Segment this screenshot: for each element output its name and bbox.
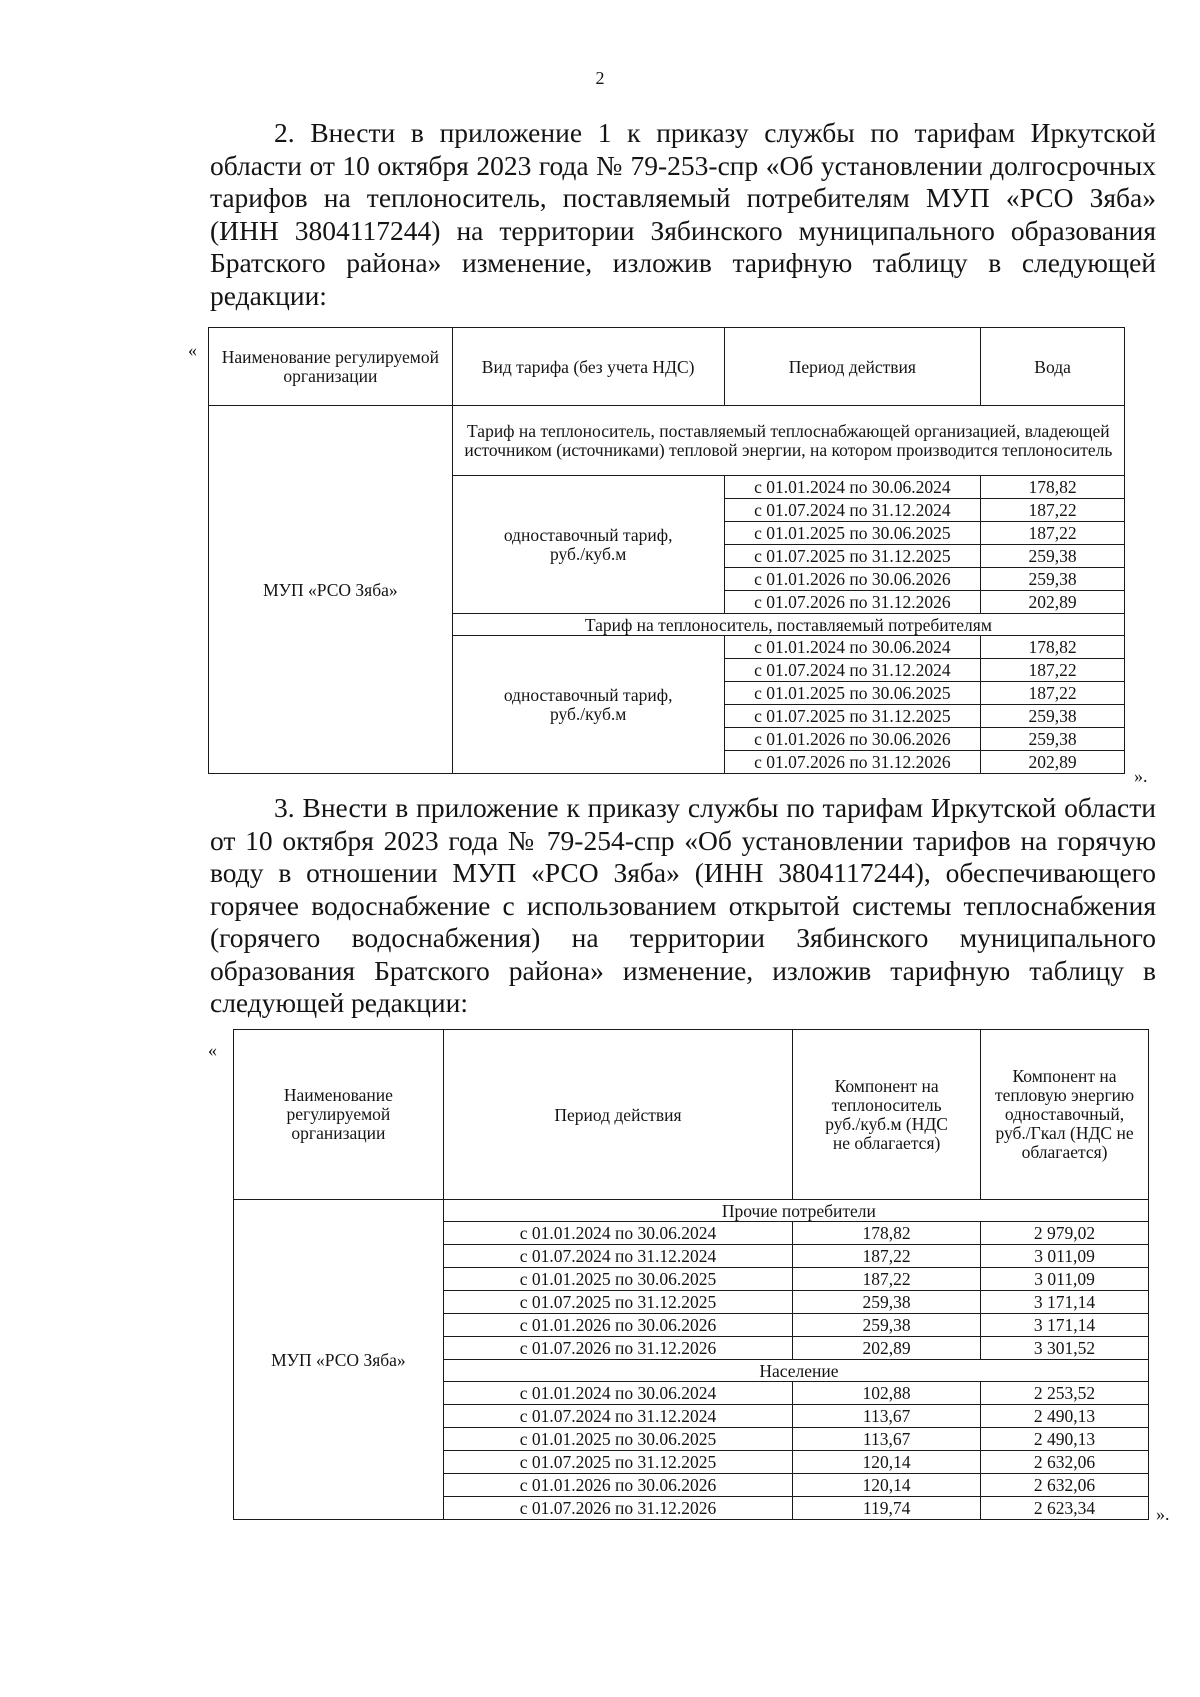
table-heat-carrier-tariffs [208, 327, 1125, 774]
t2-energy: 3 171,14 [981, 1314, 1149, 1337]
t2-period: с 01.01.2026 по 30.06.2026 [443, 1314, 792, 1337]
t2-carrier: 259,38 [793, 1314, 981, 1337]
t1-period: с 01.01.2026 по 30.06.2026 [724, 568, 981, 591]
t2-period: с 01.01.2025 по 30.06.2025 [443, 1428, 792, 1451]
t2-organization: МУП «РСО Зяба» [234, 1200, 444, 1520]
t2-carrier: 187,22 [793, 1245, 981, 1268]
t2-energy: 2 632,06 [981, 1451, 1149, 1474]
table1-open-quote: « [188, 340, 197, 360]
t1-value: 187,22 [981, 522, 1125, 545]
t1-section-2: Тариф на теплоноситель, поставляемый потребителям [452, 614, 1124, 636]
t1-period: с 01.07.2024 по 31.12.2024 [724, 499, 981, 522]
t2-energy: 3 011,09 [981, 1268, 1149, 1291]
t2-energy: 3 301,52 [981, 1337, 1149, 1360]
t1-header-period: Период действия [724, 328, 981, 406]
t2-carrier: 187,22 [793, 1268, 981, 1291]
t1-period: с 01.01.2026 по 30.06.2026 [724, 728, 981, 751]
paragraph-3: 3. Внести в приложение к приказу службы по тарифам Иркутской области от 10 октября 2023 года № 79-254-спр «Об установлении тарифов на горячую воду в отношении МУП «РСО Зяба» (ИНН 3804117244), обеспечивающего горячее водоснабжение с использованием открытой системы теплоснабжения (горячего водоснабжения) на территории Зябинского муниципального образования Братского района» изменение, изложив тарифную таблицу в следующей редакции: [210, 792, 1156, 1018]
t1-value: 259,38 [981, 545, 1125, 568]
t2-energy: 2 253,52 [981, 1382, 1149, 1405]
t2-carrier: 202,89 [793, 1337, 981, 1360]
t2-period: с 01.07.2026 по 31.12.2026 [443, 1497, 792, 1520]
t2-header-org: Наименование регулируемой организации [234, 1030, 444, 1200]
t2-section-1: Прочие потребители [443, 1200, 1148, 1222]
t2-carrier: 259,38 [793, 1291, 981, 1314]
t2-period: с 01.07.2026 по 31.12.2026 [443, 1337, 792, 1360]
t2-period: с 01.01.2026 по 30.06.2026 [443, 1474, 792, 1497]
t1-value: 259,38 [981, 728, 1125, 751]
t1-value: 178,82 [981, 476, 1125, 499]
t2-carrier: 120,14 [793, 1451, 981, 1474]
t2-header-carrier: Компонент на теплоноситель руб./куб.м (НДС не облагается) [793, 1030, 981, 1200]
table2-close-quote: ». [1156, 1504, 1170, 1524]
t1-section-1: Тариф на теплоноситель, поставляемый теплоснабжающей организацией, владеющей источником (источниками) тепловой энергии, на котором производится теплоноситель [452, 406, 1124, 476]
t1-value: 187,22 [981, 499, 1125, 522]
t1-value: 187,22 [981, 659, 1125, 682]
t1-value: 187,22 [981, 682, 1125, 705]
table-hot-water-tariffs [233, 1029, 1149, 1520]
t2-period: с 01.01.2024 по 30.06.2024 [443, 1382, 792, 1405]
t2-carrier: 178,82 [793, 1222, 981, 1245]
t2-carrier: 113,67 [793, 1405, 981, 1428]
t1-period: с 01.01.2024 по 30.06.2024 [724, 636, 981, 659]
t1-header-tariff-type: Вид тарифа (без учета НДС) [452, 328, 724, 406]
t2-carrier: 113,67 [793, 1428, 981, 1451]
t2-period: с 01.07.2024 по 31.12.2024 [443, 1405, 792, 1428]
table2-open-quote: « [208, 1040, 217, 1060]
t1-period: с 01.01.2024 по 30.06.2024 [724, 476, 981, 499]
t2-energy: 2 490,13 [981, 1405, 1149, 1428]
t2-energy: 2 623,34 [981, 1497, 1149, 1520]
t2-energy: 2 490,13 [981, 1428, 1149, 1451]
t2-energy: 3 011,09 [981, 1245, 1149, 1268]
t2-period: с 01.01.2025 по 30.06.2025 [443, 1268, 792, 1291]
t1-value: 202,89 [981, 751, 1125, 774]
t1-period: с 01.01.2025 по 30.06.2025 [724, 682, 981, 705]
t2-section-2: Население [443, 1360, 1148, 1382]
t1-period: с 01.07.2024 по 31.12.2024 [724, 659, 981, 682]
t2-header-energy: Компонент на тепловую энергию одноставочный, руб./Гкал (НДС не облагается) [981, 1030, 1149, 1200]
t1-tariff-label-1: одноставочный тариф, руб./куб.м [452, 476, 724, 614]
t1-period: с 01.01.2025 по 30.06.2025 [724, 522, 981, 545]
page-number: 2 [595, 68, 605, 88]
t1-period: с 01.07.2025 по 31.12.2025 [724, 705, 981, 728]
t2-carrier: 102,88 [793, 1382, 981, 1405]
t1-organization: МУП «РСО Зяба» [209, 406, 453, 774]
t1-value: 259,38 [981, 705, 1125, 728]
table1-close-quote: ». [1134, 766, 1148, 786]
t2-header-period: Период действия [443, 1030, 792, 1200]
t2-energy: 2 632,06 [981, 1474, 1149, 1497]
t2-carrier: 120,14 [793, 1474, 981, 1497]
t1-value: 259,38 [981, 568, 1125, 591]
t1-value: 202,89 [981, 591, 1125, 614]
t1-tariff-label-2: одноставочный тариф, руб./куб.м [452, 636, 724, 774]
t2-energy: 2 979,02 [981, 1222, 1149, 1245]
paragraph-2: 2. Внести в приложение 1 к приказу службы по тарифам Иркутской области от 10 октября 2023 года № 79-253-спр «Об установлении долгосрочных тарифов на теплоноситель, поставляемый потребителям МУП «РСО Зяба» (ИНН 3804117244) на территории Зябинского муниципального образования Братского района» изменение, изложив тарифную таблицу в следующей редакции: [210, 117, 1156, 311]
t2-period: с 01.07.2025 по 31.12.2025 [443, 1291, 792, 1314]
t2-energy: 3 171,14 [981, 1291, 1149, 1314]
t2-period: с 01.07.2024 по 31.12.2024 [443, 1245, 792, 1268]
t2-period: с 01.01.2024 по 30.06.2024 [443, 1222, 792, 1245]
t2-carrier: 119,74 [793, 1497, 981, 1520]
t1-period: с 01.07.2025 по 31.12.2025 [724, 545, 981, 568]
t1-header-org: Наименование регулируемой организации [209, 328, 453, 406]
t1-period: с 01.07.2026 по 31.12.2026 [724, 751, 981, 774]
t1-period: с 01.07.2026 по 31.12.2026 [724, 591, 981, 614]
t2-period: с 01.07.2025 по 31.12.2025 [443, 1451, 792, 1474]
t1-value: 178,82 [981, 636, 1125, 659]
t1-header-water: Вода [981, 328, 1125, 406]
